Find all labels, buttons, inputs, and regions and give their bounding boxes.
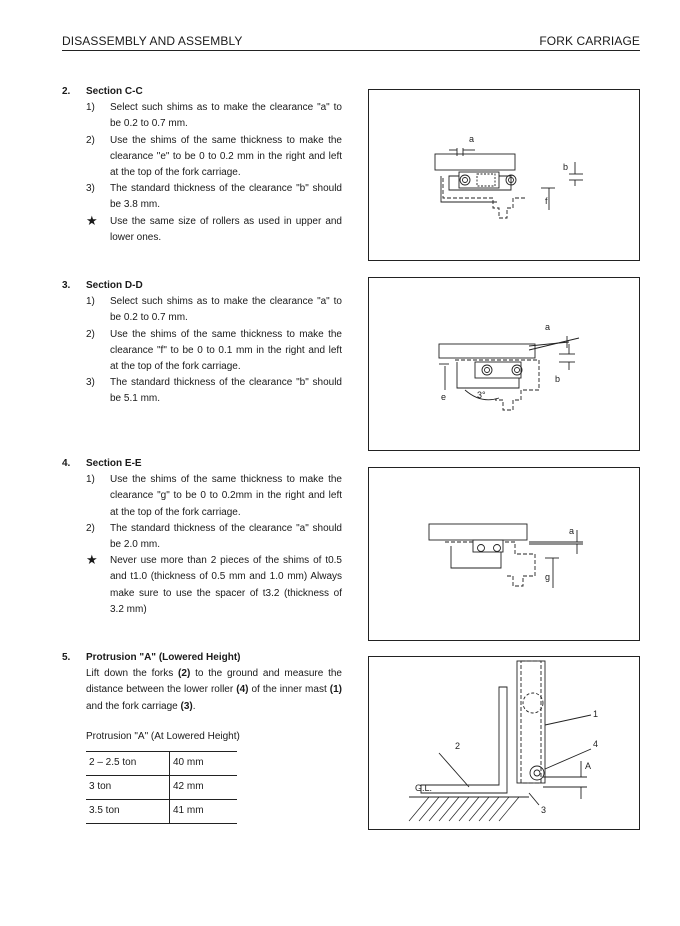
figure-section-e-e	[368, 467, 640, 641]
item-text: The standard thickness of the clearance "a" should be 2.0 mm.	[110, 522, 342, 551]
item-text: The standard thickness of the clearance "b" should be 5.1 mm.	[110, 377, 342, 405]
item-marker: 2)	[86, 328, 95, 340]
star-icon: ★	[86, 552, 98, 568]
item-marker: 1)	[86, 296, 95, 308]
item-text: Never use more than 2 pieces of the shims of t0.5 and t1.0 (thickness of 0.5 mm and 1.0 mm) Always make sure to use the spacer of t3.2 (thickness of 3.2 mm)	[110, 555, 342, 615]
label-f: f	[545, 196, 548, 206]
list-item	[62, 553, 342, 618]
body-text: Lift down the forks	[86, 668, 179, 680]
ref-1: (1)	[329, 684, 342, 696]
table-row	[86, 752, 237, 776]
header-left: DISASSEMBLY AND ASSEMBLY	[62, 34, 243, 48]
list-item	[62, 100, 342, 132]
header-right: FORK CARRIAGE	[539, 34, 640, 48]
body-text: and the fork carriage	[86, 700, 181, 712]
section-title-text: Protrusion "A" (Lowered Height)	[86, 652, 241, 663]
section-title	[62, 456, 342, 472]
section-title	[62, 84, 342, 100]
figure-section-c-c	[368, 89, 640, 261]
item-marker: 2)	[86, 522, 95, 534]
item-text: Use the shims of the same thickness to make the clearance "f" to be 0 to 0.1 mm in the right and left at the top of the fork carriage.	[110, 328, 342, 373]
star-icon: ★	[86, 212, 98, 228]
item-marker: 1)	[86, 102, 95, 114]
item-text: Select such shims as to make the clearance "a" to be 0.2 to 0.7 mm.	[110, 296, 342, 324]
cell-capacity: 3 ton	[86, 776, 170, 800]
cell-capacity: 2 – 2.5 ton	[86, 752, 170, 776]
label-3: 3	[541, 805, 547, 815]
label-A: A	[585, 761, 592, 771]
cell-value: 40 mm	[170, 752, 238, 776]
item-marker: 3)	[86, 377, 95, 389]
body-text: to the ground and measure the distance between the lower roller	[86, 668, 342, 696]
table-row	[86, 776, 237, 800]
list-item	[62, 214, 342, 246]
list-item	[62, 133, 342, 182]
body-text: of the inner mast	[248, 684, 330, 696]
section-title	[62, 278, 342, 294]
label-e: e	[441, 392, 447, 402]
protrusion-table	[86, 751, 237, 824]
table-caption: Protrusion "A" (At Lowered Height)	[86, 730, 240, 742]
section-number: 4.	[62, 458, 71, 469]
label-a: a	[545, 322, 551, 332]
label-gl: G.L.	[415, 783, 433, 793]
label-2: 2	[455, 741, 461, 751]
table-row	[86, 800, 237, 824]
list-item	[62, 472, 342, 521]
label-a: a	[569, 526, 575, 536]
section-title-text: Section E-E	[86, 458, 142, 469]
ref-3: (3)	[180, 700, 193, 712]
item-marker: 2)	[86, 134, 95, 146]
cell-value: 41 mm	[170, 800, 238, 824]
label-a: a	[469, 134, 475, 144]
list-item	[62, 181, 342, 213]
label-b: b	[555, 374, 561, 384]
label-g: g	[545, 572, 551, 582]
section-e-e	[62, 456, 342, 618]
section-body	[62, 666, 342, 715]
section-title	[62, 650, 342, 666]
section-number: 3.	[62, 280, 71, 291]
header-rule	[62, 50, 640, 51]
list-item	[62, 294, 342, 326]
figure-section-d-d	[368, 277, 640, 451]
item-text: Use the same size of rollers as used in upper and lower ones.	[110, 215, 342, 243]
figure-protrusion	[368, 656, 640, 830]
list-item	[62, 375, 342, 407]
label-4: 4	[593, 739, 599, 749]
label-b: b	[563, 162, 569, 172]
item-text: The standard thickness of the clearance "b" should be 3.8 mm.	[110, 183, 342, 211]
item-text: Select such shims as to make the clearance "a" to be 0.2 to 0.7 mm.	[110, 102, 342, 130]
item-text: Use the shims of the same thickness to make the clearance "g" to be 0 to 0.2mm in the right and left at the top of the fork carriage.	[110, 474, 342, 518]
section-number: 5.	[62, 652, 71, 663]
section-title-text: Section C-C	[86, 86, 143, 97]
section-d-d	[62, 278, 342, 408]
section-protrusion	[62, 650, 342, 824]
item-marker: 1)	[86, 474, 95, 486]
section-title-text: Section D-D	[86, 280, 143, 291]
cell-value: 42 mm	[170, 776, 238, 800]
ref-4: (4)	[236, 684, 249, 696]
list-item	[62, 521, 342, 553]
label-angle: 3°	[477, 390, 486, 400]
cell-capacity: 3.5 ton	[86, 800, 170, 824]
section-number: 2.	[62, 86, 71, 97]
body-text: .	[192, 700, 196, 712]
item-marker: 3)	[86, 183, 95, 195]
ref-2: (2)	[178, 668, 191, 680]
section-c-c	[62, 84, 342, 246]
label-1: 1	[593, 709, 599, 719]
list-item	[62, 327, 342, 376]
item-text: Use the shims of the same thickness to make the clearance "e" to be 0 to 0.2 mm in the right and left at the top of the fork carriage.	[110, 134, 342, 179]
